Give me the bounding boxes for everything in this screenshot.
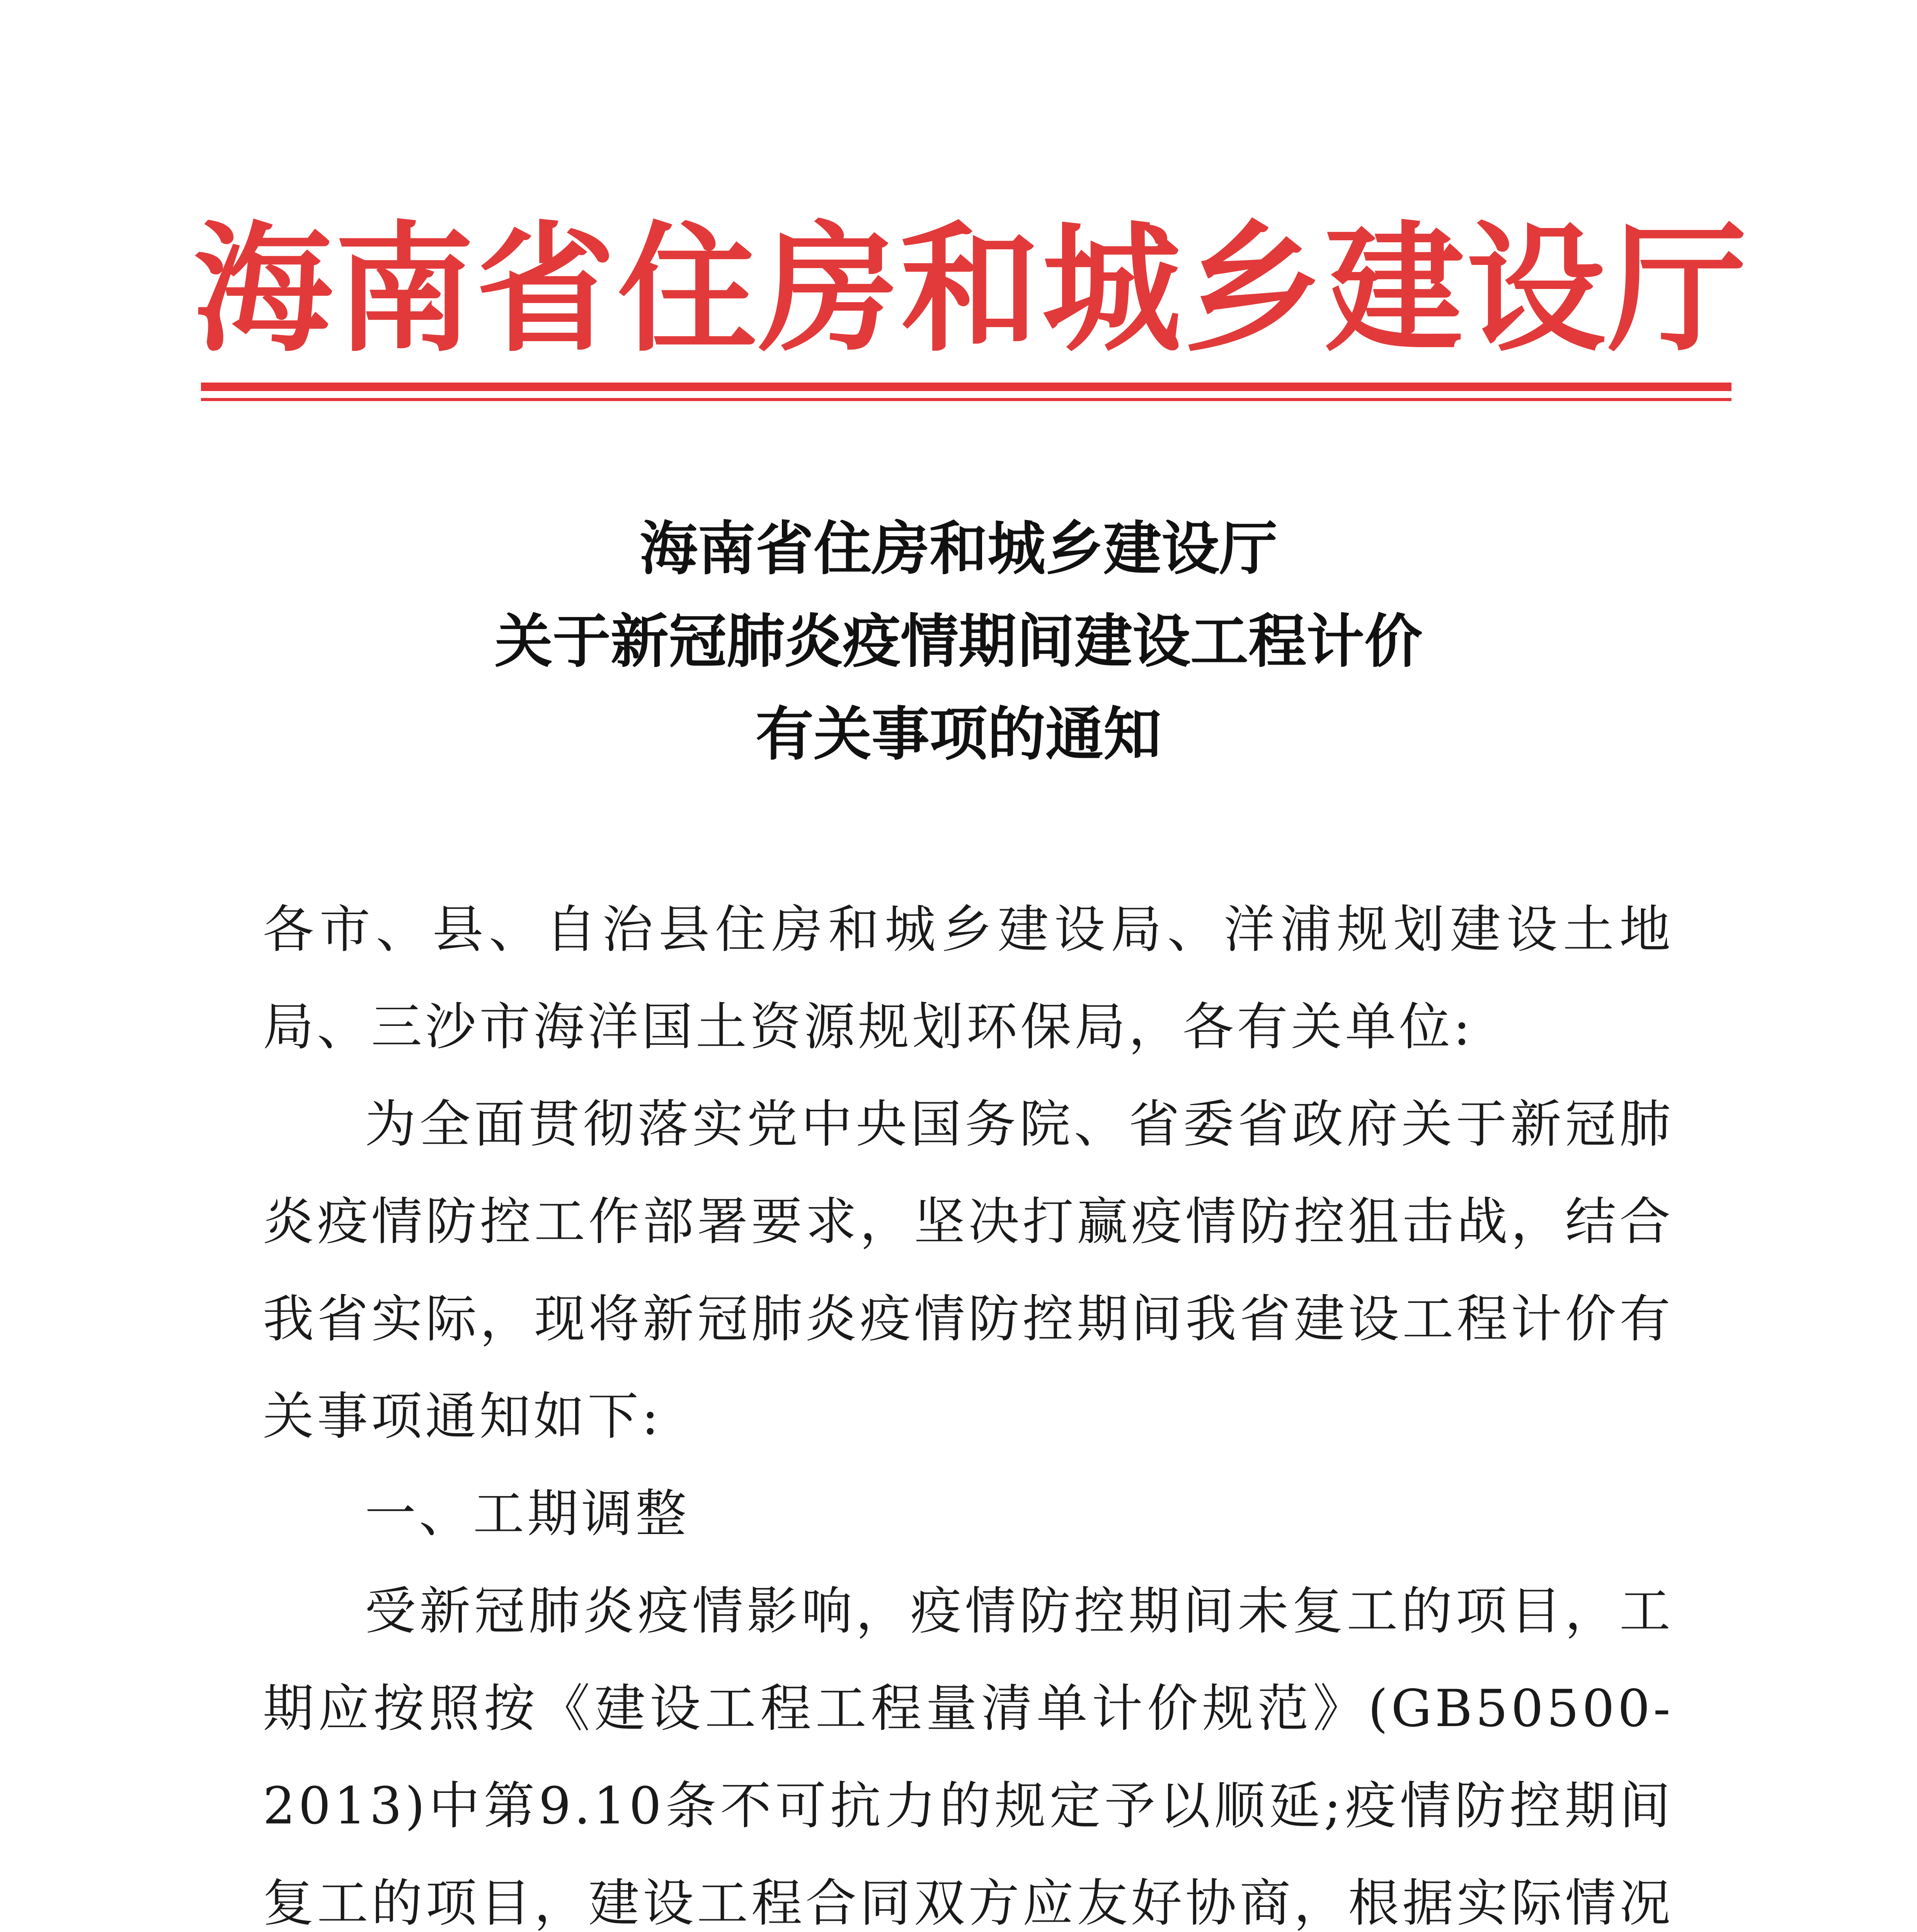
- letterhead-red-rule: [201, 383, 1731, 401]
- title-line-2: 关于新冠肺炎疫情期间建设工程计价: [494, 607, 1422, 675]
- document-title: [193, 502, 1724, 781]
- letterhead-org-name: 海南省住房和城乡建设厅: [193, 209, 1749, 371]
- document-body: [263, 881, 1674, 1932]
- title-line-1: 海南省住房和城乡建设厅: [639, 515, 1277, 583]
- red-rule-thin-line: [201, 398, 1731, 401]
- title-line-3: 有关事项的通知: [755, 700, 1161, 768]
- intro-paragraph: 为全面贯彻落实党中央国务院、省委省政府关于新冠肺炎疫情防控工作部署要求，坚决打赢疫情防控狙击战，结合我省实际，现将新冠肺炎疫情防控期间我省建设工程计价有关事项通知如下:: [263, 1095, 1674, 1446]
- red-rule-thick-line: [201, 383, 1731, 391]
- section-1-paragraph: 受新冠肺炎疫情影响，疫情防控期间未复工的项目，工期应按照按《建设工程工程量清单计价规范》(GB50500-2013)中第9.10条不可抗力的规定予以顺延;疫情防控期间复工的项目，建设工程合同双方应友好协商，根据实际情况: [263, 1582, 1674, 1932]
- section-1-heading: 一、工期调整: [365, 1484, 690, 1544]
- recipients-paragraph: 各市、县、自治县住房和城乡建设局、洋浦规划建设土地局、三沙市海洋国土资源规划环保局，各有关单位:: [263, 900, 1674, 1057]
